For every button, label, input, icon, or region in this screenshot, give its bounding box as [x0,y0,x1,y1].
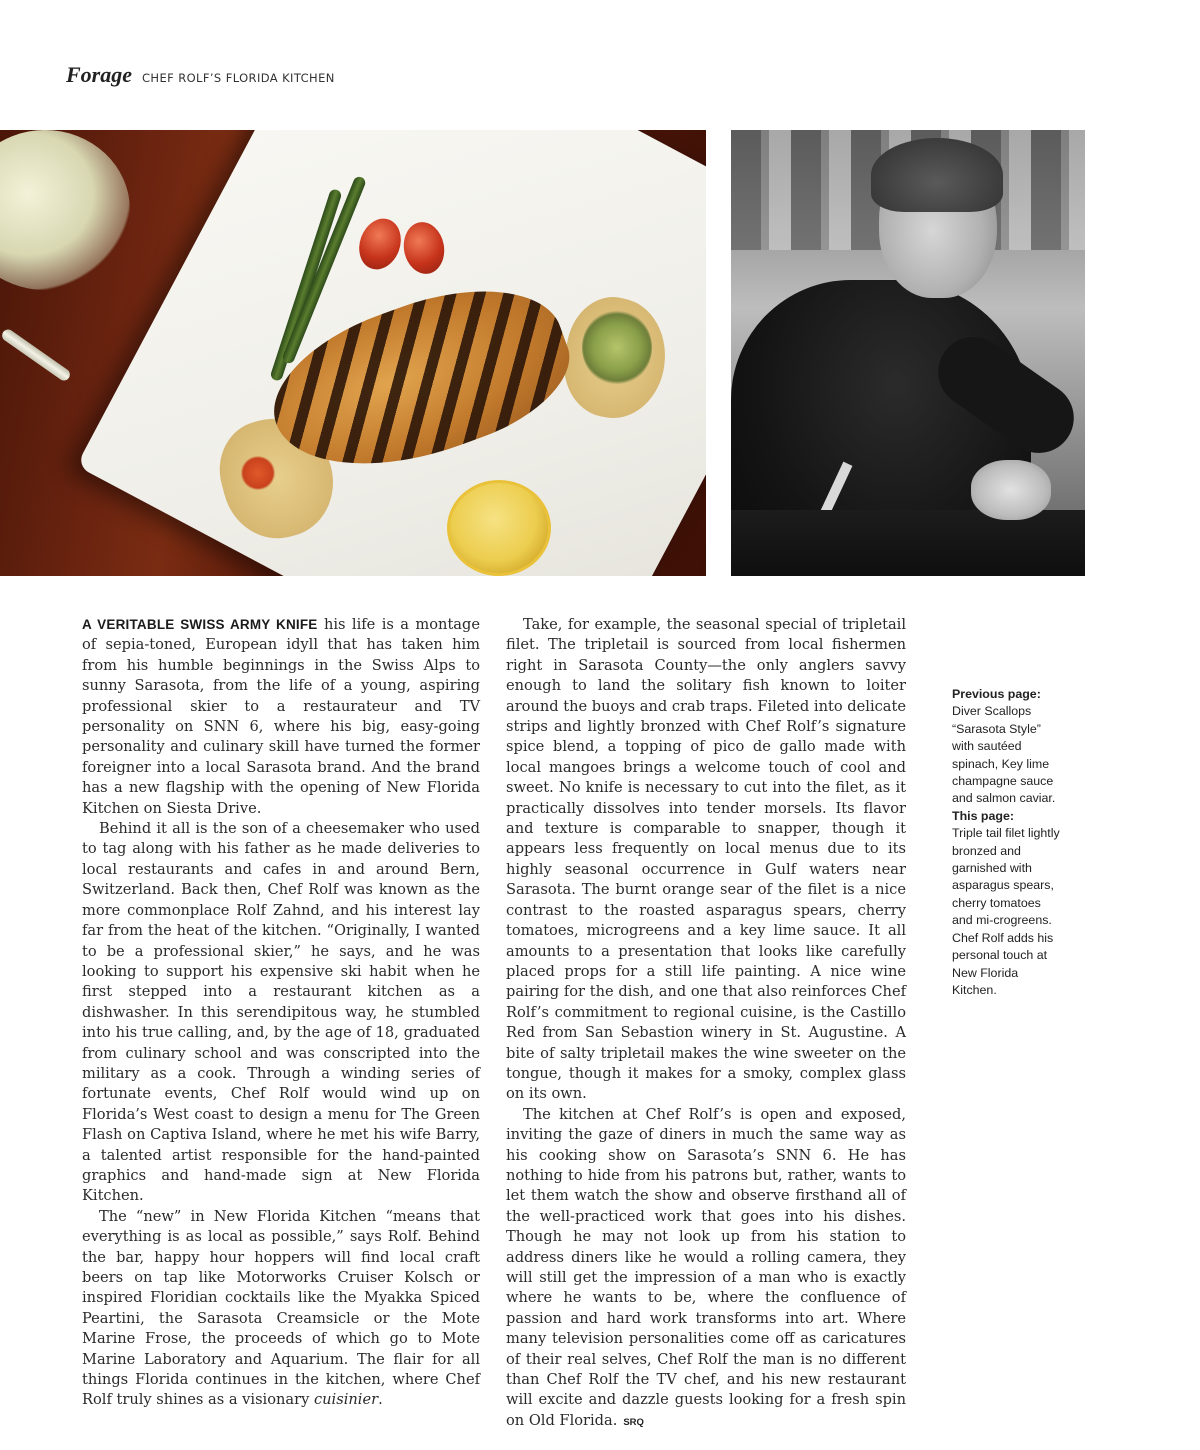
section-title: CHEF ROLF’S FLORIDA KITCHEN [142,71,335,85]
caption-text-this: Triple tail filet lightly bronzed and garnished with asparagus spears, cherry tomatoes and mi-crogreens. Chef Rolf adds his personal touch at New Florida Kitchen. [952,826,1060,997]
end-mark: SRQ [623,1416,644,1428]
chef-hand [971,460,1051,520]
article-paragraph [82,1207,480,1411]
paragraph-text: The kitchen at Chef Rolf’s is open and exposed, inviting the gaze of diners in much the same way as his cooking show on Sarasota’s SNN 6. He has nothing to hide from his patrons but, rather, wants to let them watch the show and observe firsthand all of the well-practiced work that goes into his dishes. Though he may not look up from his station to address diners like he would a rolling camera, they will still get the impression of a man who is exactly where he wants to be, where the confluence of passion and hard work transforms into art. Where many television personalities come off as caricatures of their real selves, Chef Rolf the man is no different than Chef Rolf the TV chef, and his new restaurant will excite and dazzle guests looking for a fresh spin on Old Florida. [506,1105,906,1429]
article-paragraph [82,615,480,819]
article-paragraph [506,1105,906,1434]
chef-rolf-photo [731,130,1085,576]
microgreens [582,310,652,385]
griddle [731,510,1085,576]
caption-text-previous: Diver Scallops “Sarasota Style” with sautéed spinach, Key lime champagne sauce and salmon caviar. [952,704,1056,806]
article-column-left [82,615,480,1411]
section-name: Forage [66,62,132,87]
wine-glass [0,130,130,290]
caption-label-this: This page: [952,808,1014,823]
italic-word: cuisinier [313,1391,379,1409]
page-header [66,62,335,88]
lemon-slice [447,480,551,576]
paragraph-text: The “new” in New Florida Kitchen “means that everything is as local as possible,” says Rolf. Behind the bar, happy hour hoppers will find local craft beers on tap like Motorworks Cruiser Kolsch or inspired Floridian cocktails like the Myakka Spiced Peartini, the Sarasota Creamsicle or the Mote Marine Frose, the proceeds of which go to Mote Marine Laboratory and Aquarium. The flair for all things Florida continues in the kitchen, where Chef Rolf truly shines as a visionary [82,1207,480,1409]
wine-glass-stem [0,327,72,383]
caption-label-previous: Previous page: [952,687,1041,701]
article-paragraph: Behind it all is the son of a cheesemaker who used to tag along with his father as he made deliveries to local restaurants and cafes in and around Bern, Switzerland. Back then, Chef Rolf was known as the more commonplace Rolf Zahnd, and his interest lay far from the heat of the kitchen. “Originally, I wanted to be a professional skier,” he says, and he was looking to support his expensive ski habit when he first stepped into a restaurant kitchen as a dishwasher. In this serendipitous way, he stumbled into his true calling, and, by the age of 18, graduated from culinary school and was conscripted into the military as a cook. Through a winding series of fortunate events, Chef Rolf would wind up on Florida’s West coast to design a menu for The Green Flash on Captiva Island, where he met his wife Barry, a talented artist responsible for the hand-painted graphics and hand-made sign at New Florida Kitchen. [82,820,480,1205]
photo-caption [952,686,1062,999]
paragraph-text: his life is a montage of sepia-toned, European idyll that has taken him from his humble beginnings in the Swiss Alps to sunny Sarasota, from the life of a young, aspiring professional skier to a restaurateur and TV personality on SNN 6, where his big, easy-going personality and culinary skill have turned the former foreigner into a local Sarasota brand. And the brand has a new flagship with the opening of New Florida Kitchen on Siesta Drive. [82,616,480,817]
article-column-middle [506,615,906,1433]
paragraph-text: . [378,1391,383,1409]
pico-de-gallo [240,456,276,490]
article-paragraph: Take, for example, the seasonal special of tripletail filet. The tripletail is sourced from local fishermen right in Sarasota County—the only anglers savvy enough to land the solitary fish known to loiter around the buoys and crab traps. Fileted into delicate strips and lightly bronzed with Chef Rolf’s signature spice blend, a topping of pico de gallo made with local mangoes brings a welcome touch of cool and sweet. No knife is necessary to cut into the filet, as it practically dissolves into tender morsels. Its flavor and texture is comparable to snapper, though it appears less frequently on local menus due to its highly seasonal occurrence in Gulf waters near Sarasota. The burnt orange sear of the filet is a nice contrast to the roasted asparagus spears, cherry tomatoes, microgreens and a key lime sauce. It all amounts to a presentation that looks like carefully placed props for a still life painting. A nice wine pairing for the dish, and one that also reinforces Chef Rolf’s commitment to regional cuisine, is the Castillo Red from San Sebastion winery in St. Augustine. A bite of salty tripletail makes the wine sweeter on the tongue, though it makes for a smoky, complex glass on its own. [506,616,906,1103]
grilled-tripletail-photo [0,130,706,576]
article-lead-in: A VERITABLE SWISS ARMY KNIFE [82,617,318,632]
chef-hair [871,138,1003,212]
